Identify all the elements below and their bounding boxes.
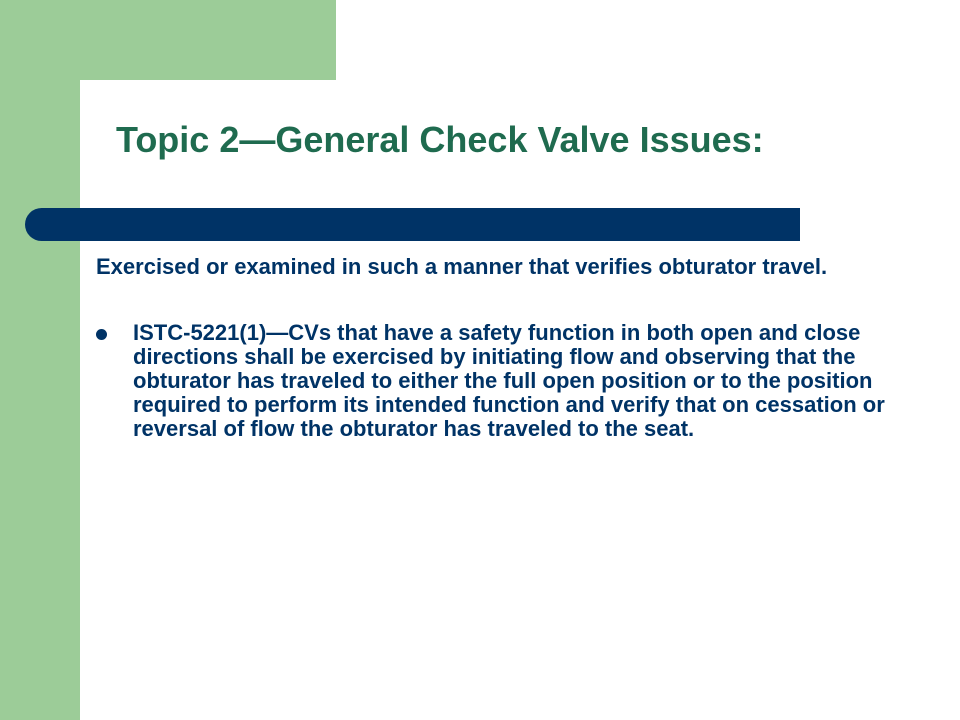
title-divider-bar bbox=[25, 208, 800, 241]
bullet-dot-icon bbox=[96, 329, 107, 340]
lead-paragraph: Exercised or examined in such a manner that verifies obturator travel. bbox=[96, 254, 828, 279]
top-accent-band bbox=[0, 0, 336, 80]
slide-body bbox=[96, 255, 896, 441]
bullet-list bbox=[96, 321, 896, 441]
slide-title: Topic 2—General Check Valve Issues: bbox=[116, 119, 764, 160]
left-accent-band bbox=[0, 0, 80, 720]
bullet-text: ISTC-5221(1)—CVs that have a safety function in both open and close directions shall be exercised by initiating flow and observing that the obturator has traveled to either the full open position or to the position required to perform its intended function and verify that on cessation or reversal of flow the obturator has traveled to the seat. bbox=[133, 320, 885, 441]
bullet-item bbox=[96, 321, 896, 441]
